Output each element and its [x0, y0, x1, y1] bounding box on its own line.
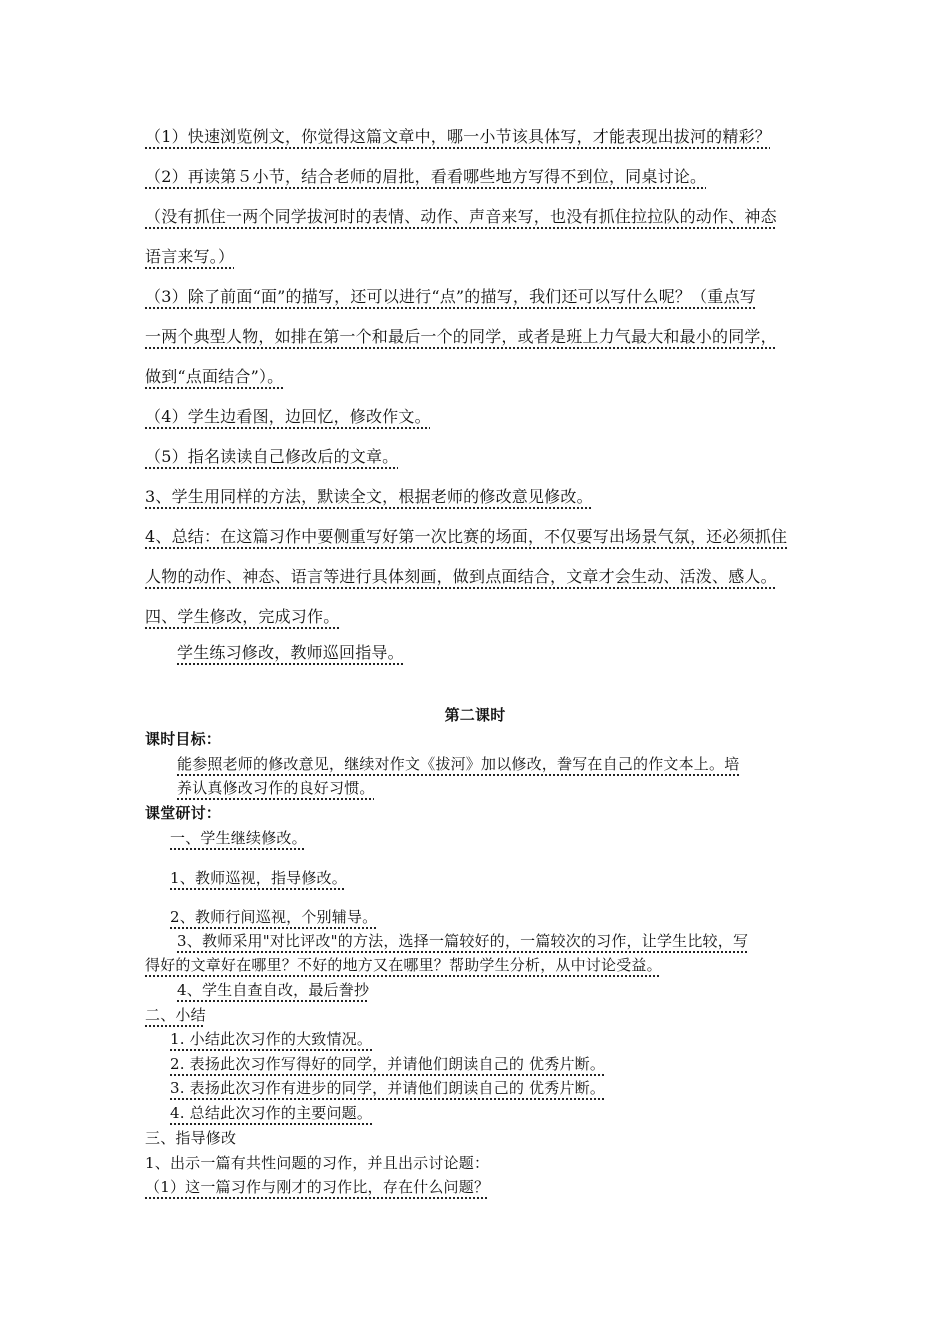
text-line: 学生练习修改，教师巡回指导。: [177, 643, 404, 662]
text-line: （5）指名读读自己修改后的文章。: [145, 447, 399, 466]
text-line: 人物的动作、神态、语言等进行具体刻画，做到点面结合，文章才会生动、活泼、感人。: [145, 567, 777, 586]
text-line: 得好的文章好在哪里？不好的地方又在哪里？帮助学生分析，从中讨论受益。: [145, 956, 662, 974]
section-title: 第二课时: [444, 706, 506, 724]
text-line: 能参照老师的修改意见，继续对作文《拔河》加以修改，誊写在自己的作文本上。培: [177, 755, 740, 773]
list-item: 4. 总结此次习作的主要问题。: [170, 1104, 373, 1122]
text-line: 4、学生自查自改，最后誊抄: [177, 981, 370, 999]
text-line: 四、学生修改，完成习作。: [145, 607, 340, 626]
section-heading: 二、小结: [145, 1006, 206, 1024]
section-heading: 三、指导修改: [145, 1129, 237, 1147]
text-line: 做到“点面结合”）。: [145, 367, 284, 386]
text-line: （3）除了前面“面”的描写，还可以进行“点”的描写，我们还可以写什么呢？（重点写: [145, 287, 756, 306]
text-line: 4、总结：在这篇习作中要侧重写好第一次比赛的场面，不仅要写出场景气氛，还必须抓住: [145, 527, 788, 546]
text-line: （4）学生边看图，边回忆，修改作文。: [145, 407, 431, 426]
text-line: 2、教师行间巡视，个别辅导。: [170, 908, 378, 926]
text-line: 语言来写。）: [145, 247, 235, 266]
text-line: 一、学生继续修改。: [170, 829, 307, 847]
text-line: （1）这一篇习作与刚才的习作比，存在什么问题？: [145, 1178, 490, 1196]
text-line: （1）快速浏览例文，你觉得这篇文章中，哪一小节该具体写，才能表现出拔河的精彩？: [145, 127, 771, 146]
text-line: 3、学生用同样的方法，默读全文，根据老师的修改意见修改。: [145, 487, 593, 506]
text-line: （2）再读第５小节，结合老师的眉批，看看哪些地方写得不到位，同桌讨论。: [145, 167, 707, 186]
list-item: 3. 表扬此次习作有进步的同学，并请他们朗读自己的 优秀片断。: [170, 1079, 606, 1097]
text-line: 1、出示一篇有共性问题的习作，并且出示讨论题：: [145, 1154, 490, 1172]
text-line: 1、教师巡视，指导修改。: [170, 869, 347, 887]
text-line: 一两个典型人物，如排在第一个和最后一个的同学，或者是班上力气最大和最小的同学，: [145, 327, 777, 346]
text-line: 3、教师采用"对比评改"的方法，选择一篇较好的，一篇较次的习作，让学生比较，写: [177, 932, 749, 950]
list-item: 2. 表扬此次习作写得好的同学，并请他们朗读自己的 优秀片断。: [170, 1055, 606, 1073]
section-heading: 课堂研讨：: [145, 804, 222, 822]
section-heading: 课时目标：: [145, 730, 222, 748]
text-line: （没有抓住一两个同学拔河时的表情、动作、声音来写，也没有抓住拉拉队的动作、神态: [145, 207, 777, 226]
text-line: 养认真修改习作的良好习惯。: [177, 779, 375, 797]
list-item: 1. 小结此次习作的大致情况。: [170, 1030, 373, 1048]
